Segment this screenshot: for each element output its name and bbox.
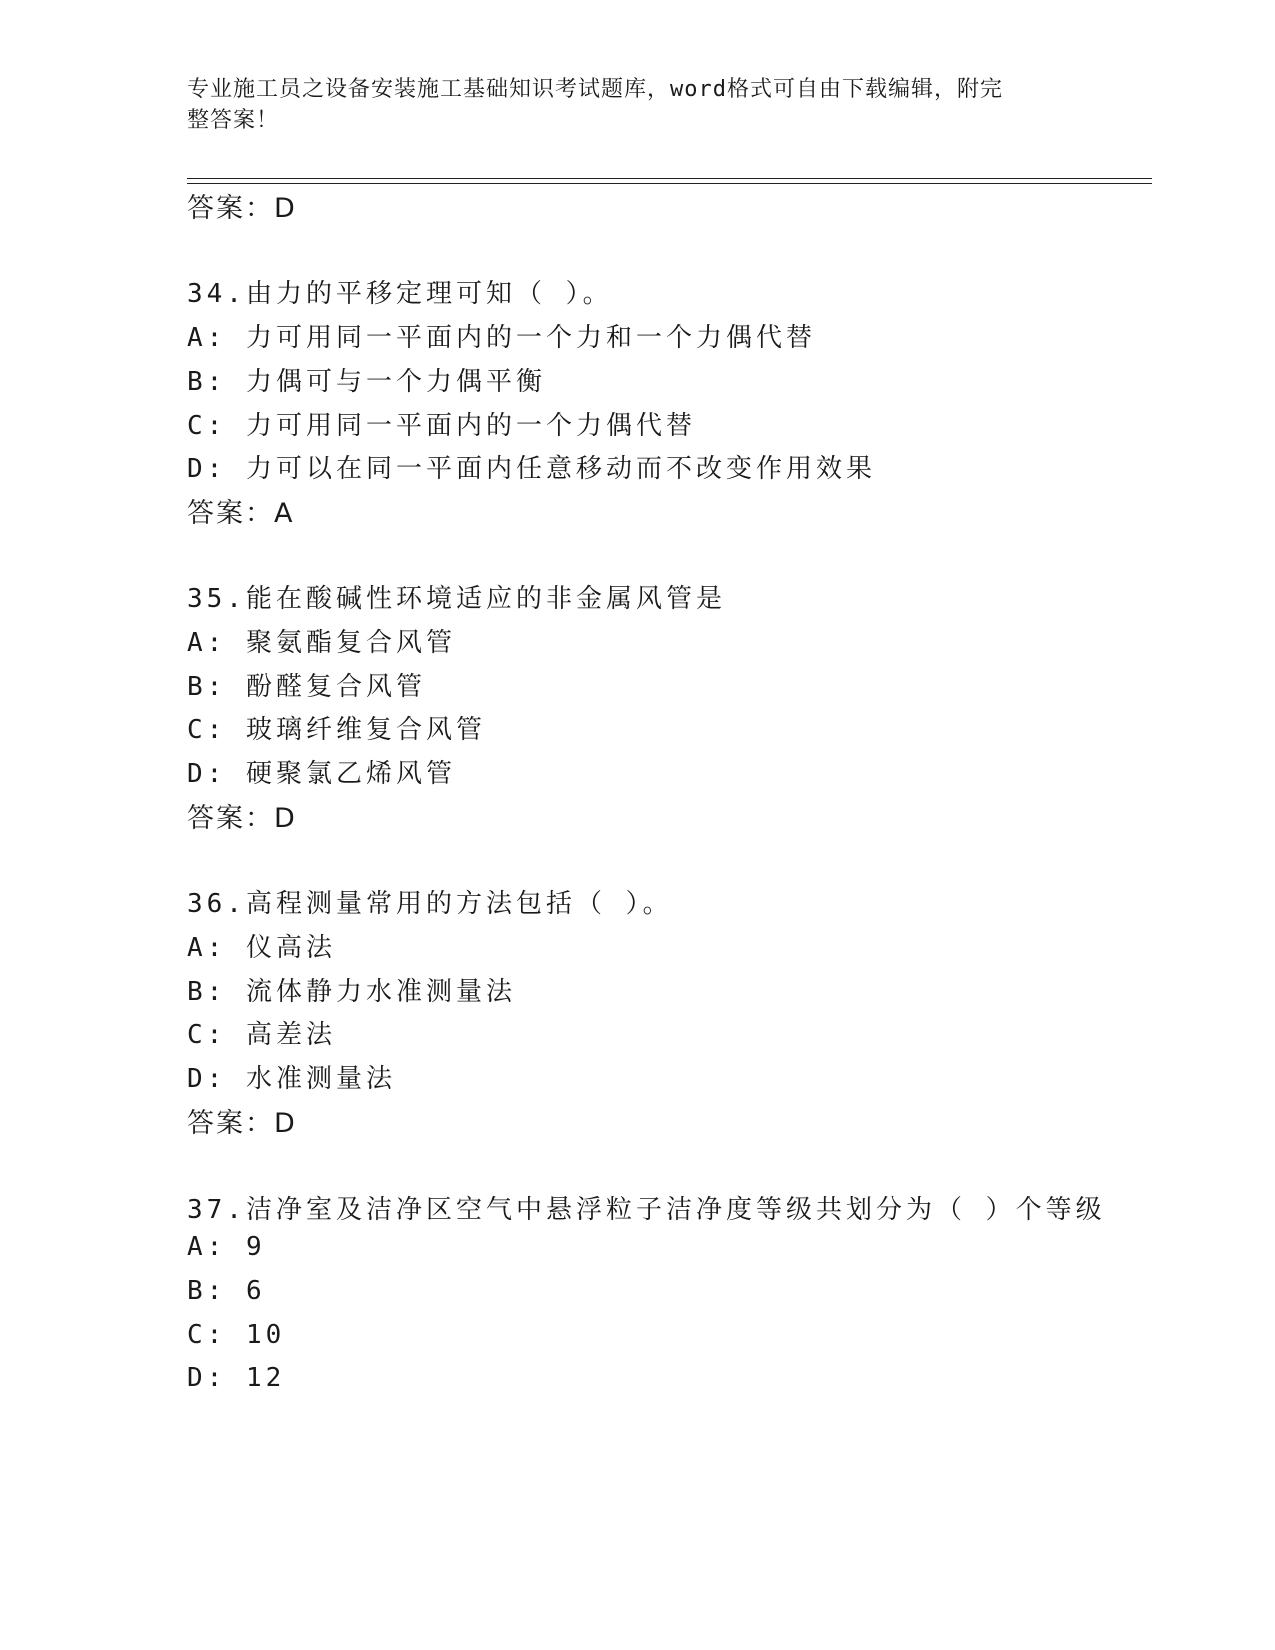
question-stem: 35.能在酸碱性环境适应的非金属风管是 [187,584,726,614]
header-title-line-2: 整答案！ [187,108,280,133]
header-divider-bottom [187,183,1152,184]
option-a: A: 9 [187,1232,266,1262]
question-stem: 36.高程测量常用的方法包括（ ）。 [187,889,673,919]
option-d: D: 水准测量法 [187,1064,396,1094]
option-d: D: 12 [187,1363,286,1393]
answer: 答案：A [187,498,295,529]
document-header [187,74,1067,136]
option-b: B: 6 [187,1276,266,1306]
header-title-line-1: 专业施工员之设备安装施工基础知识考试题库，word格式可自由下载编辑，附完 [187,77,1003,102]
answer: 答案：D [187,1108,297,1139]
option-b: B: 酚醛复合风管 [187,672,426,702]
option-a: A: 力可用同一平面内的一个力和一个力偶代替 [187,323,816,353]
question-stem: 37.洁净室及洁净区空气中悬浮粒子洁净度等级共划分为（ ）个等级 [187,1195,1106,1225]
option-c: C: 力可用同一平面内的一个力偶代替 [187,411,696,441]
option-a: A: 聚氨酯复合风管 [187,628,456,658]
option-c: C: 10 [187,1320,286,1350]
previous-answer: 答案：D [187,193,297,224]
option-b: B: 力偶可与一个力偶平衡 [187,367,546,397]
option-d: D: 力可以在同一平面内任意移动而不改变作用效果 [187,454,876,484]
header-divider-top [187,178,1152,179]
option-c: C: 玻璃纤维复合风管 [187,715,486,745]
question-stem: 34.由力的平移定理可知（ ）。 [187,279,613,309]
answer: 答案：D [187,803,297,834]
option-d: D: 硬聚氯乙烯风管 [187,759,456,789]
option-b: B: 流体静力水准测量法 [187,977,516,1007]
option-c: C: 高差法 [187,1020,336,1050]
option-a: A: 仪高法 [187,933,336,963]
